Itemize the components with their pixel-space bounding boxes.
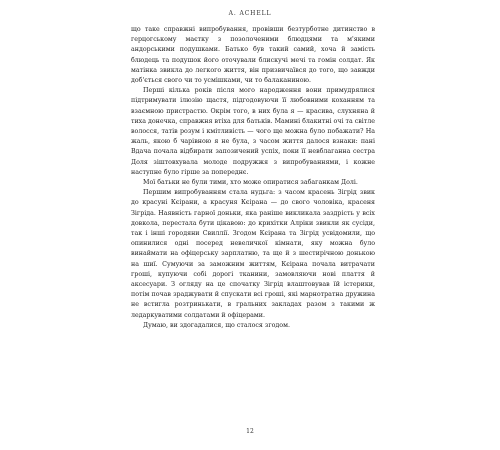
paragraph-3: Мої батьки не були тими, хто може опиратися забаганкам Долі. bbox=[143, 179, 358, 187]
paragraph-4: Першим випробуванням стала нудьга: з часом красень Зігрід звик до красуні Кєірани, а красуня Кєірана — до свого чоловіка, красеня Зігріда. Наявність гарної доньки, яка раніше викликала заздрість у всіх довкола, перестала бути цікавою: до крихітки Алріки звикли як сусіди, так і інші городяни Свиллії. Згодом Кєірана та Зігрід усвідомили, що опинилися одні посеред невеличкої кімнати, яку можна було винаймати на офіцерську зарплатню, та ще й з шестирічною донькою на шиї. Сумуючи за заможним життям, Кєірана почала витрачати гроші, купуючи собі дорогі тканини, замовляючи нові плаття й аксесуари. З огляду на це спочатку Зігрід влаштовував їй істерики, потім почав зраджувати й спускати всі гроші, які марнотратна дружина не встигла розтринькати, в гральних закладах разом з такими ж ледаркуватими солдатами й офіцерами. bbox=[131, 189, 375, 319]
paragraph-5: Думаю, ви здогадалися, що сталося згодом. bbox=[143, 321, 290, 329]
paragraph-1: що таке справжні випробування, провівши безтурботне дитинство в герцогському маєтку з позолоченими блюдцями та м'якими андорськими подушками. Батько був такий самий, хоча й замість блюдець та подушок його оточували блискучі мечі та гомін солдат. Як матінка звикла до легкого життя, він призвичаївся до того, що завжди доб'ється свого чи то усмішками, чи то балаканиною. bbox=[131, 26, 375, 85]
running-head: A. ACHELL bbox=[228, 10, 272, 17]
body-text bbox=[131, 25, 375, 331]
paragraph-2: Перші кілька років після мого народження вони примудрялися підтримувати ілюзію щастя, підгодовуючи її любовними коханням та взаємною пристрастю. Окрім того, в них була я — красива, слухняна й тиха донечка, справжня втіха для батьків. Мамині блакитні очі та світле волосся, татів розум і кмітливість — чого ще можна було побажати? На жаль, якою б чарівною я не була, з часом життя далося взнаки: пані Вдача почала відбирати запозичений успіх, поки її невблаганна сестра Доля зіштовхувала молоде подружжя з випробуваннями, і кожне наступне було гірше за попереднє. bbox=[131, 87, 375, 176]
page-number: 12 bbox=[246, 428, 254, 435]
